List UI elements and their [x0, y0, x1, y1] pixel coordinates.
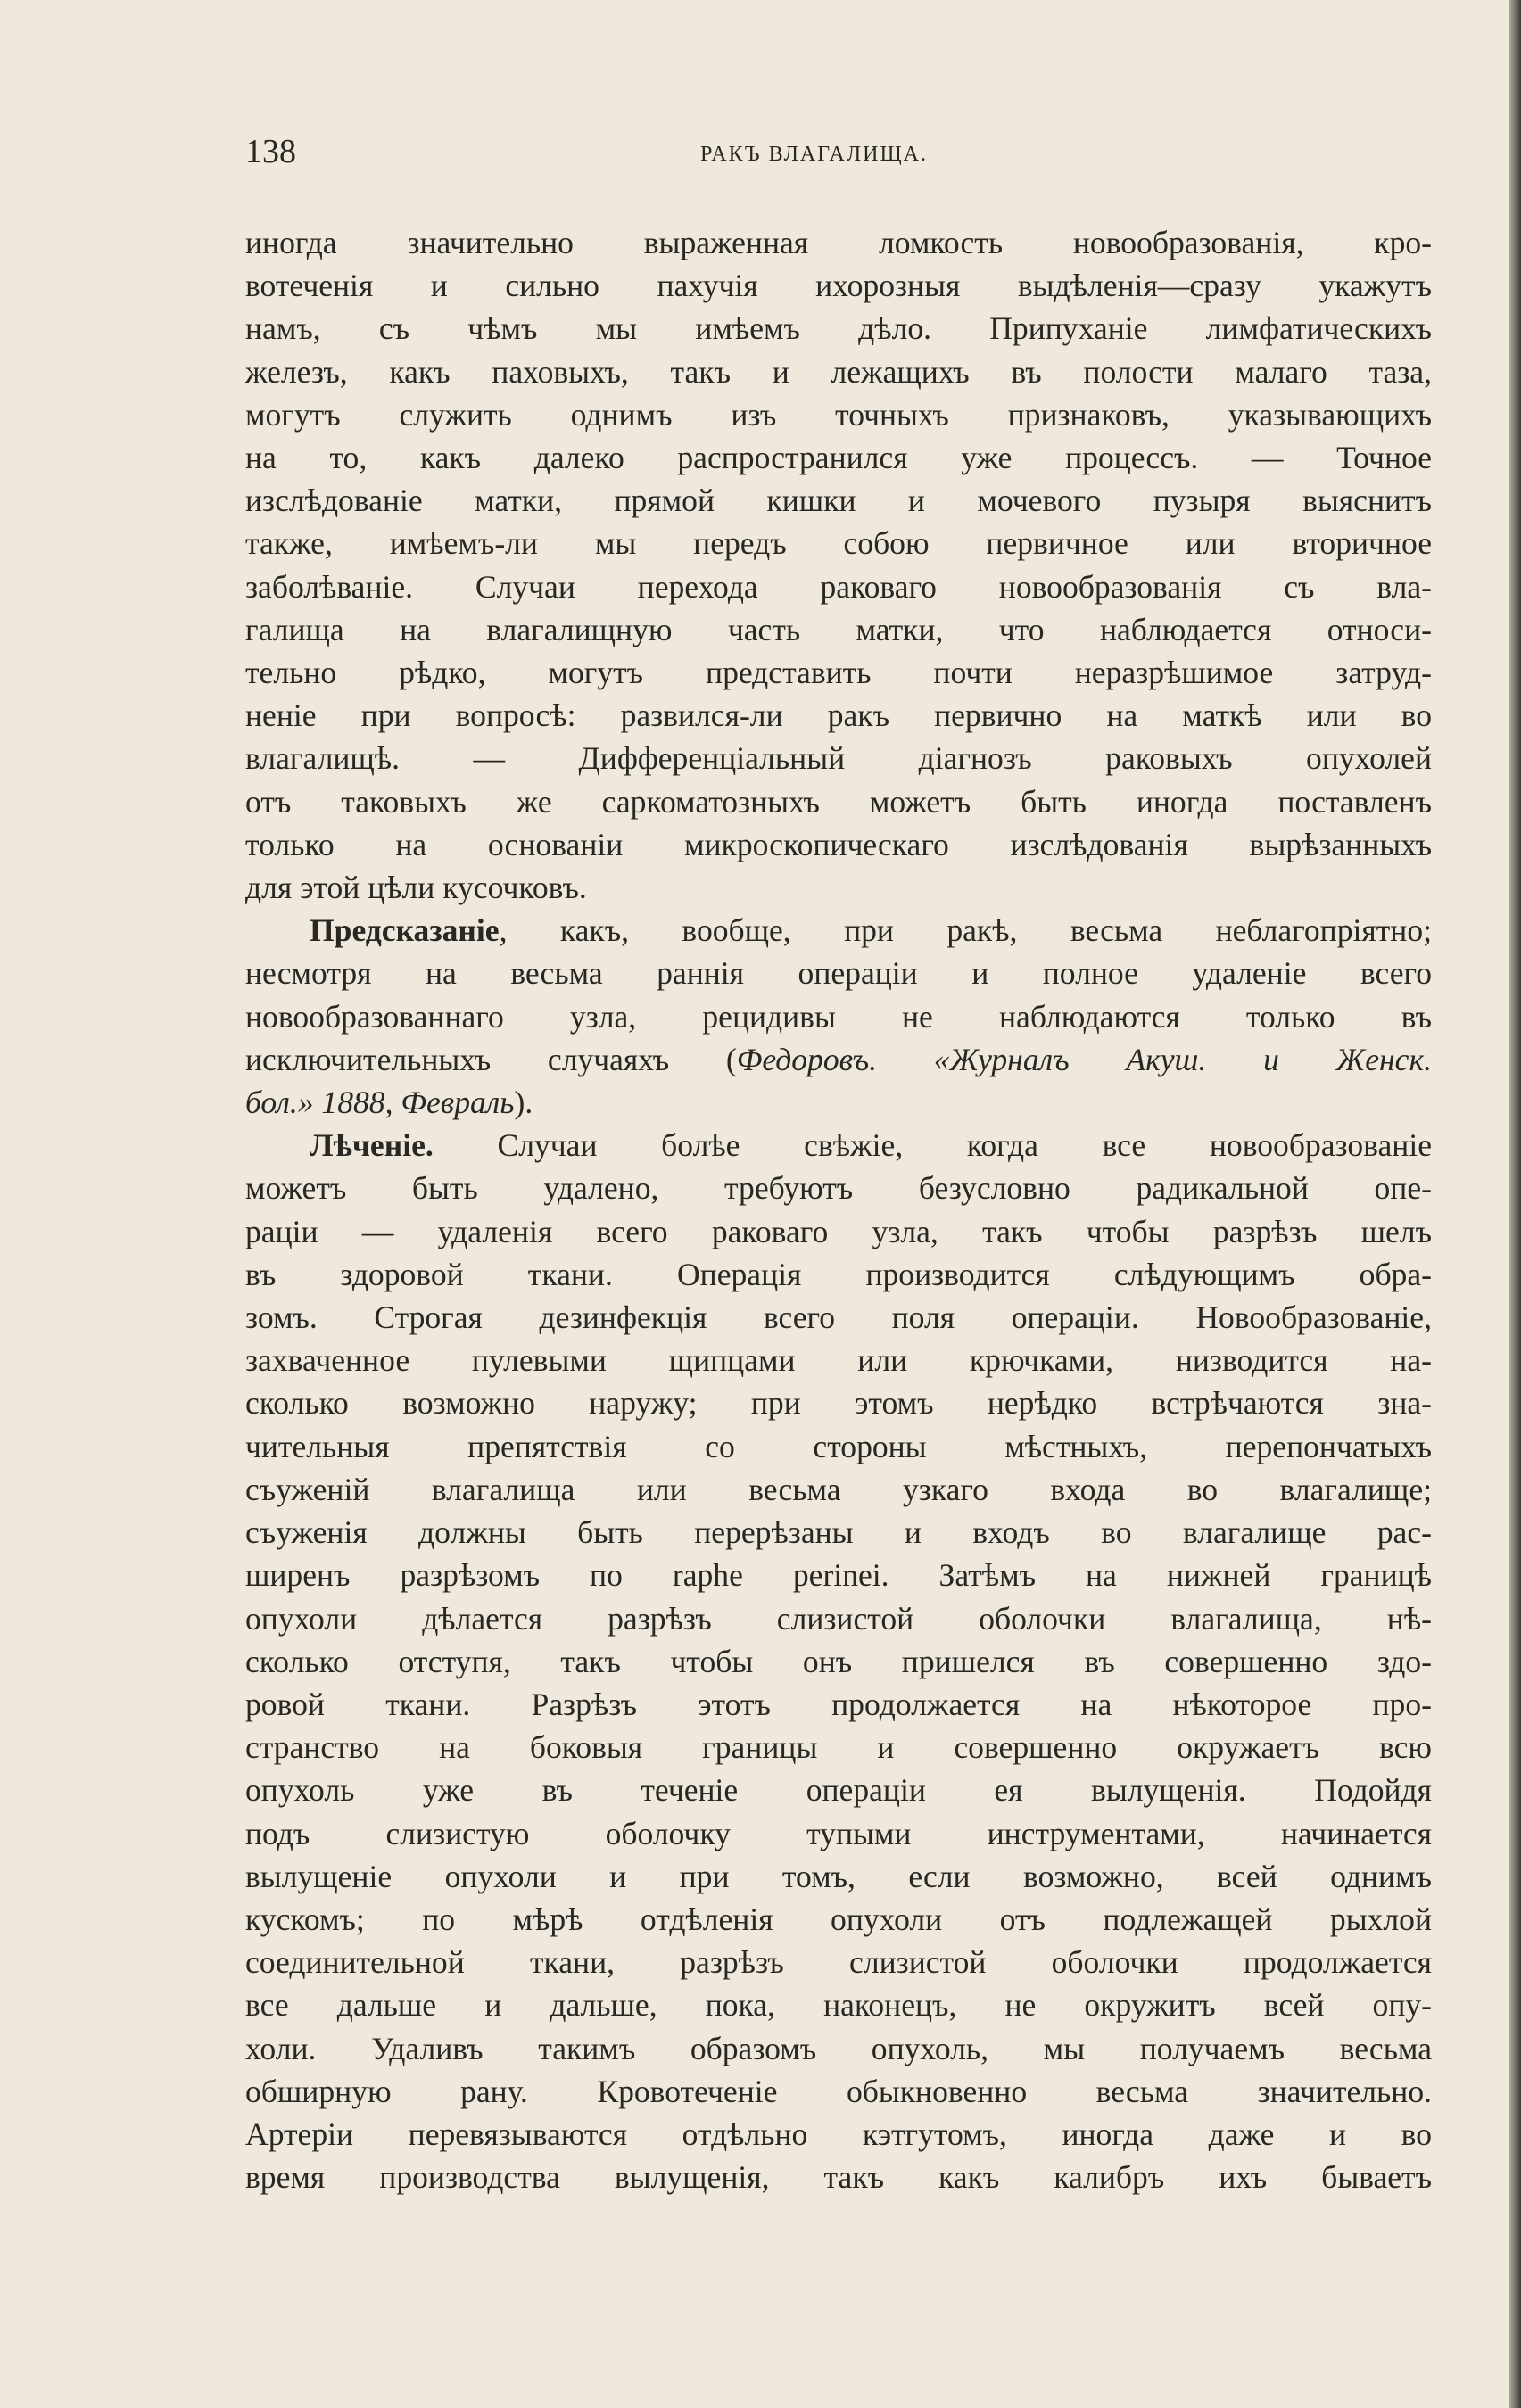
page-number: 138 — [245, 133, 296, 170]
text-line: въ здоровой ткани. Операція производится слѣдующимъ обра- — [245, 1256, 1432, 1292]
running-title: РАКЪ ВЛАГАЛИЩА. — [700, 143, 929, 166]
text-line: новообразованнаго узла, рецидивы не наблюдаются только въ — [245, 998, 1432, 1035]
text-line: захваченное пулевыми щипцами или крючками, низводится на- — [245, 1342, 1432, 1379]
page-header — [245, 132, 1432, 177]
text-line — [245, 1081, 1432, 1124]
text-line: заболѣваніе. Случаи перехода раковаго новообразованія съ вла- — [245, 568, 1432, 605]
text-line: могутъ служить однимъ изъ точныхъ признаковъ, указывающихъ — [245, 396, 1432, 433]
text-line: вотеченія и сильно пахучія ихорозныя выдѣленія—сразу укажутъ — [245, 268, 1432, 304]
text-line: все дальше и дальше, пока, наконецъ, не окружитъ всей опу- — [245, 1987, 1432, 2024]
paragraph-treatment — [245, 1124, 1432, 2198]
text-line: иногда значительно выраженная ломкость новообразованія, кро- — [245, 225, 1432, 260]
text-line: можетъ быть удалено, требуютъ безусловно радикальной опе- — [245, 1170, 1432, 1207]
citation: Федоровъ. «Журналъ Акуш. и Женск. — [736, 1041, 1432, 1077]
text-line — [245, 909, 1432, 952]
paragraph-diagnosis — [245, 221, 1432, 909]
text-line: съуженія должны быть перерѣзаны и входъ во влагалище рас- — [245, 1514, 1432, 1551]
text-line: сколько возможно наружу; при этомъ нерѣдко встрѣчаются зна- — [245, 1385, 1432, 1422]
text-line: подъ слизистую оболочку тупыми инструментами, начинается — [245, 1815, 1432, 1851]
text-line: Артеріи перевязываются отдѣльно кэтгутомъ, иногда даже и во — [245, 2115, 1432, 2152]
text-line: ширенъ разрѣзомъ по raphe perinei. Затѣмъ на нижней границѣ — [245, 1557, 1432, 1594]
text-line: опухоли дѣлается разрѣзъ слизистой оболочки влагалища, нѣ- — [245, 1600, 1432, 1637]
text-line: опухоль уже въ теченіе операціи ея вылущенія. Подойдя — [245, 1772, 1432, 1809]
text-line: обширную рану. Кровотеченіе обыкновенно весьма значительно. — [245, 2073, 1432, 2109]
section-heading-treatment: Лѣченіе. — [310, 1127, 434, 1164]
text-line: несмотря на весьма раннія операціи и полное удаленіе всего — [245, 955, 1432, 992]
text-line: тельно рѣдко, могутъ представить почти неразрѣшимое затруд- — [245, 655, 1432, 691]
text-line: для этой цѣли кусочковъ. — [245, 870, 587, 906]
text-line: влагалищѣ. — Дифференціальный діагнозъ раковыхъ опухолей — [245, 740, 1432, 777]
text-line — [245, 1124, 1432, 1167]
text-line: сколько отступя, такъ чтобы онъ пришелся въ совершенно здо- — [245, 1643, 1432, 1679]
text-line: галища на влагалищную часть матки, что наблюдается относи- — [245, 611, 1432, 647]
citation: бол.» 1888, Февраль — [245, 1084, 515, 1121]
text-line: неніе при вопросѣ: развился-ли ракъ первично на маткѣ или во — [245, 697, 1432, 734]
text-line: странство на боковыя границы и совершенно окружаетъ всю — [245, 1729, 1432, 1766]
text-line — [245, 1038, 1432, 1081]
text-line: на то, какъ далеко распространился уже процессъ. — Точное — [245, 440, 1432, 476]
body-text — [245, 221, 1432, 2198]
text-line: соединительной ткани, разрѣзъ слизистой оболочки продолжается — [245, 1944, 1432, 1981]
text-line: кускомъ; по мѣрѣ отдѣленія опухоли отъ подлежащей рыхлой — [245, 1901, 1432, 1937]
paragraph-prognosis — [245, 909, 1432, 1124]
text-line: вылущеніе опухоли и при томъ, если возможно, всей однимъ — [245, 1858, 1432, 1894]
text-fragment: Случаи болѣе свѣжіе, когда все новообразованіе — [433, 1127, 1432, 1164]
text-line: холи. Удаливъ такимъ образомъ опухоль, мы получаемъ весьма — [245, 2030, 1432, 2066]
text-line: изслѣдованіе матки, прямой кишки и мочевого пузыря выяснитъ — [245, 482, 1432, 519]
text-line: ровой ткани. Разрѣзъ этотъ продолжается на нѣкоторое про- — [245, 1686, 1432, 1722]
text-fragment: ). — [514, 1084, 533, 1121]
text-line: также, имѣемъ-ли мы передъ собою первичное или вторичное — [245, 525, 1432, 562]
text-line: отъ таковыхъ же саркоматозныхъ можетъ быть иногда поставленъ — [245, 783, 1432, 820]
text-line: только на основаніи микроскопическаго изслѣдованія вырѣзанныхъ — [245, 826, 1432, 862]
text-fragment: исключительныхъ случаяхъ ( — [245, 1041, 737, 1077]
text-line: время производства вылущенія, такъ какъ калибръ ихъ бываетъ — [245, 2159, 1432, 2196]
section-heading-prognosis: Предсказаніе — [310, 912, 500, 949]
text-line: намъ, съ чѣмъ мы имѣемъ дѣло. Припуханіе лимфатическихъ — [245, 310, 1432, 347]
text-line: железъ, какъ паховыхъ, такъ и лежащихъ въ полости малаго таза, — [245, 353, 1432, 390]
text-line: раціи — удаленія всего раковаго узла, такъ чтобы разрѣзъ шелъ — [245, 1213, 1432, 1249]
page-edge-shadow — [1509, 0, 1521, 2408]
text-line: зомъ. Строгая дезинфекція всего поля операціи. Новообразованіе, — [245, 1299, 1432, 1336]
text-line: чительныя препятствія со стороны мѣстныхъ, перепончатыхъ — [245, 1428, 1432, 1464]
text-line: съуженій влагалища или весьма узкаго входа во влагалище; — [245, 1471, 1432, 1507]
text-fragment: , какъ, вообще, при ракѣ, весьма неблагопріятно; — [499, 912, 1432, 949]
